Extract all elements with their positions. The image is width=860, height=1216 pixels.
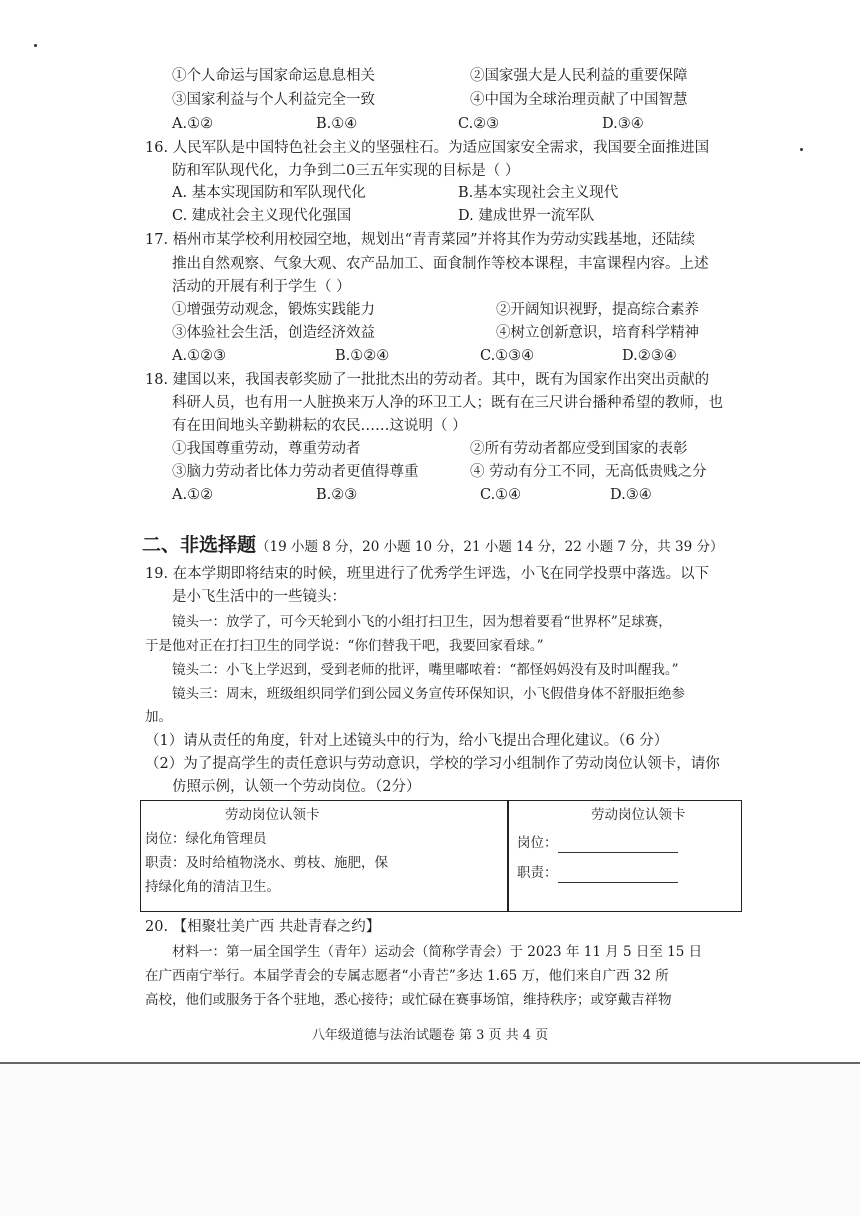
q18-choice-a: A.①② [172, 487, 214, 503]
q20-material-1-line3: 高校，他们或服务于各个驻地，悉心接待；或忙碌在赛事场馆，维持秩序；或穿戴吉祥物 [145, 992, 672, 1008]
q18-choice-c: C.①④ [480, 487, 522, 503]
q18-stem-line1: 18. 建国以来，我国表彰奖励了一批批杰出的劳动者。其中，既有为国家作出突出贡献的 [145, 372, 710, 388]
scan-speck [34, 44, 37, 47]
card-divider [507, 801, 509, 911]
q15-option-2: ②国家强大是人民利益的重要保障 [470, 68, 688, 84]
q16-choice-b: B.基本实现社会主义现代 [458, 185, 619, 201]
q15-choice-d: D.③④ [602, 116, 644, 132]
q18-choice-b: B.②③ [316, 487, 358, 503]
q15-choice-c: C.②③ [458, 116, 500, 132]
q17-stem-line1: 17. 梧州市某学校利用校园空地，规划出“青青菜园”并将其作为劳动实践基地，还陆续 [145, 232, 695, 248]
q19-part-2-line2: 仿照示例，认领一个劳动岗位。（2分） [172, 779, 421, 795]
q18-choice-d: D.③④ [610, 487, 652, 503]
q17-option-1: ①增强劳动观念，锻炼实践能力 [172, 302, 375, 318]
scan-speck [800, 148, 803, 151]
labor-post-card-table [140, 800, 742, 912]
q19-stem-line1: 19. 在本学期即将结束的时候，班里进行了优秀学生评选，小飞在同学投票中落选。以下 [145, 566, 710, 582]
q20-heading: 20. 【相聚壮美广西 共赴青春之约】 [145, 919, 381, 935]
q19-stem-line2: 是小飞生活中的一些镜头： [172, 589, 346, 605]
q16-stem-line2: 防和军队现代化，力争到二0三五年实现的目标是（ ） [172, 163, 520, 179]
q19-scene-3-line2: 加。 [145, 709, 172, 725]
q16-stem-line1: 16. 人民军队是中国特色社会主义的坚强柱石。为适应国家安全需求，我国要全面推进国 [145, 140, 710, 156]
q19-part-1: （1）请从责任的角度，针对上述镜头中的行为，给小飞提出合理化建议。（6 分） [145, 733, 669, 749]
q15-choice-a: A.①② [172, 116, 214, 132]
q17-option-3: ③体验社会生活，创造经济效益 [172, 325, 375, 341]
q18-option-4: ④ 劳动有分工不同，无高低贵贱之分 [470, 464, 707, 480]
q17-choice-c: C.①③④ [480, 348, 535, 364]
post-blank[interactable] [558, 838, 678, 853]
section-2-score-note: （19 小题 8 分，20 小题 10 分，21 小题 14 分，22 小题 7 分，共 39 分） [256, 539, 724, 555]
q17-choice-b: B.①②④ [335, 348, 390, 364]
card-example-title: 劳动岗位认领卡 [225, 807, 320, 823]
q19-scene-1-line2: 于是他对正在打扫卫生的同学说：“你们替我干吧，我要回家看球。” [145, 638, 544, 654]
q19-scene-2: 镜头二：小飞上学迟到，受到老师的批评，嘴里嘟哝着：“都怪妈妈没有及时叫醒我。” [172, 662, 679, 678]
q16-choice-c: C. 建成社会主义现代化强国 [172, 208, 352, 224]
q16-choice-d: D. 建成世界一流军队 [458, 208, 595, 224]
q15-option-3: ③国家利益与个人利益完全一致 [172, 92, 375, 108]
q18-stem-line3: 有在田间地头辛勤耕耘的农民……这说明（ ） [172, 418, 467, 434]
page-footer: 八年级道德与法治试题卷 第 3 页 共 4 页 [311, 1028, 549, 1043]
card-answer-duty-row [517, 863, 678, 883]
card-answer-duty-label: 职责： [517, 865, 558, 881]
card-answer-title: 劳动岗位认领卡 [591, 807, 686, 823]
q19-scene-3-line1: 镜头三：周末，班级组织同学们到公园义务宣传环保知识，小飞假借身体不舒服拒绝参 [172, 686, 685, 702]
q17-option-2: ②开阔知识视野，提高综合素养 [496, 302, 699, 318]
q16-choice-a: A. 基本实现国防和军队现代化 [172, 185, 366, 201]
q17-choice-a: A.①②③ [172, 348, 227, 364]
q17-option-4: ④树立创新意识，培育科学精神 [496, 325, 699, 341]
q20-material-1-line1: 材料一：第一届全国学生（青年）运动会（简称学青会）于 2023 年 11 月 5 日至 15 日 [172, 944, 703, 960]
q18-option-2: ②所有劳动者都应受到国家的表彰 [470, 441, 688, 457]
card-answer-post-row [517, 833, 678, 853]
scan-margin [0, 1064, 860, 1216]
q15-option-4: ④中国为全球治理贡献了中国智慧 [470, 92, 688, 108]
duty-blank[interactable] [558, 868, 678, 883]
section-2-heading [142, 530, 724, 557]
q19-part-2-line1: （2）为了提高学生的责任意识与劳动意识，学校的学习小组制作了劳动岗位认领卡，请你 [145, 756, 720, 772]
q15-choice-b: B.①④ [316, 116, 358, 132]
section-2-title: 二、非选择题 [142, 534, 257, 556]
q18-option-3: ③脑力劳动者比体力劳动者更值得尊重 [172, 464, 419, 480]
q20-material-1-line2: 在广西南宁举行。本届学青会的专属志愿者“小青芒”多达 1.65 万，他们来自广西 32 所 [145, 968, 669, 984]
card-answer-post-label: 岗位： [517, 835, 558, 851]
q15-option-1: ①个人命运与国家命运息息相关 [172, 68, 375, 84]
q18-option-1: ①我国尊重劳动，尊重劳动者 [172, 441, 361, 457]
q17-stem-line3: 活动的开展有利于学生（ ） [172, 279, 351, 295]
q17-choice-d: D.②③④ [622, 348, 677, 364]
card-example-duty-line2: 持绿化角的清洁卫生。 [145, 879, 280, 895]
q18-stem-line2: 科研人员，也有用一人脏换来万人净的环卫工人；既有在三尺讲台播种希望的教师，也 [172, 395, 723, 411]
q19-scene-1-line1: 镜头一：放学了，可今天轮到小飞的小组打扫卫生，因为想着要看“世界杯”足球赛， [172, 614, 672, 630]
card-example-post: 岗位：绿化角管理员 [145, 831, 267, 847]
q17-stem-line2: 推出自然观察、气象大观、农产品加工、面食制作等校本课程，丰富课程内容。上述 [172, 256, 709, 272]
card-example-duty-line1: 职责：及时给植物浇水、剪枝、施肥，保 [145, 855, 388, 871]
